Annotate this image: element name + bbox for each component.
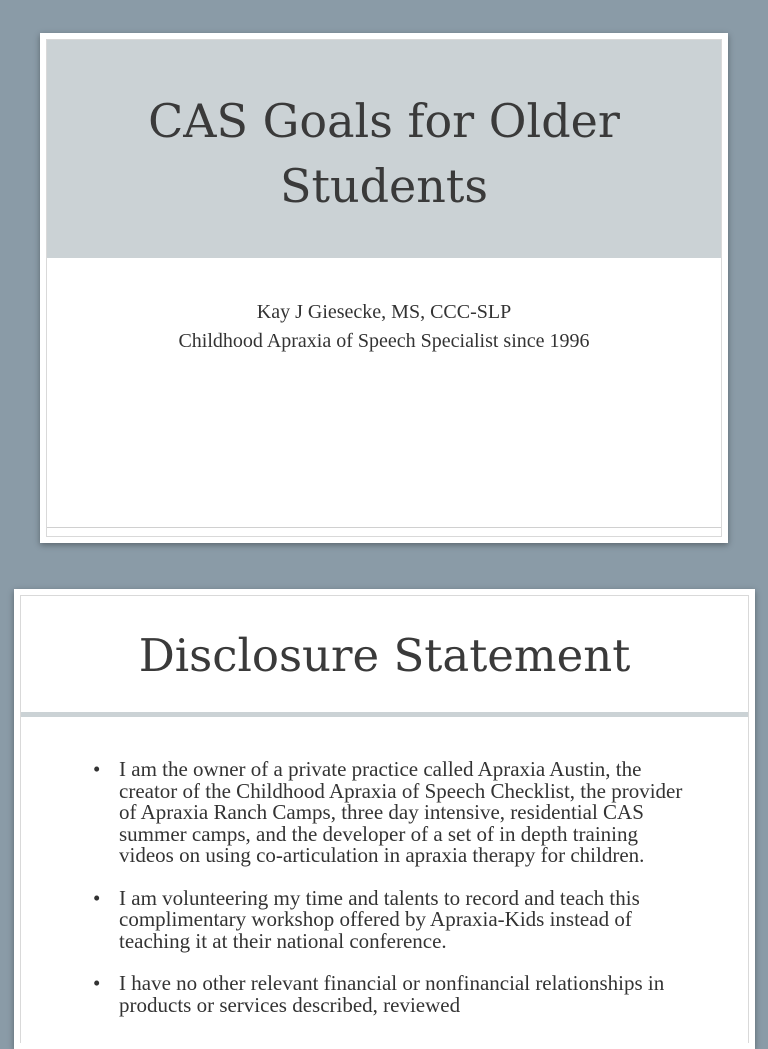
presenter-role: Childhood Apraxia of Speech Specialist since 1996	[178, 330, 590, 352]
bullet-item	[93, 973, 693, 1016]
slide-subtitle	[47, 298, 721, 356]
title-band	[47, 40, 721, 258]
bottom-rule	[47, 527, 721, 528]
presenter-name: Kay J Giesecke, MS, CCC-SLP	[256, 301, 512, 323]
slide-title: CAS Goals for Older Students	[148, 94, 620, 213]
bullet-marker: •	[93, 885, 101, 910]
bullet-item	[93, 885, 693, 953]
bullet-item	[93, 759, 693, 867]
title-slide-frame	[46, 39, 722, 537]
disclosure-slide-frame	[20, 595, 749, 1043]
disclosure-bullet-list	[93, 759, 693, 1037]
bullet-text: I am the owner of a private practice called Apraxia Austin, the creator of the Childhood Apraxia of Speech Checklist, the provider of Apraxia Ranch Camps, three day intensive, residential CAS summer camps, and the developer of a set of in depth training videos on using co-articulation in apraxia therapy for children.	[119, 757, 683, 867]
disclosure-slide	[14, 589, 755, 1049]
heading-divider	[21, 712, 748, 717]
bullet-text: I have no other relevant financial or nonfinancial relationships in products or services described, reviewed	[119, 971, 665, 1017]
title-slide	[40, 33, 728, 543]
disclosure-heading-area	[21, 596, 748, 712]
bullet-text: I am volunteering my time and talents to record and teach this complimentary workshop offered by Apraxia-Kids instead of teaching it at their national conference.	[119, 885, 640, 953]
bullet-marker: •	[93, 757, 101, 781]
disclosure-heading: Disclosure Statement	[138, 628, 631, 682]
bullet-marker: •	[93, 971, 101, 995]
